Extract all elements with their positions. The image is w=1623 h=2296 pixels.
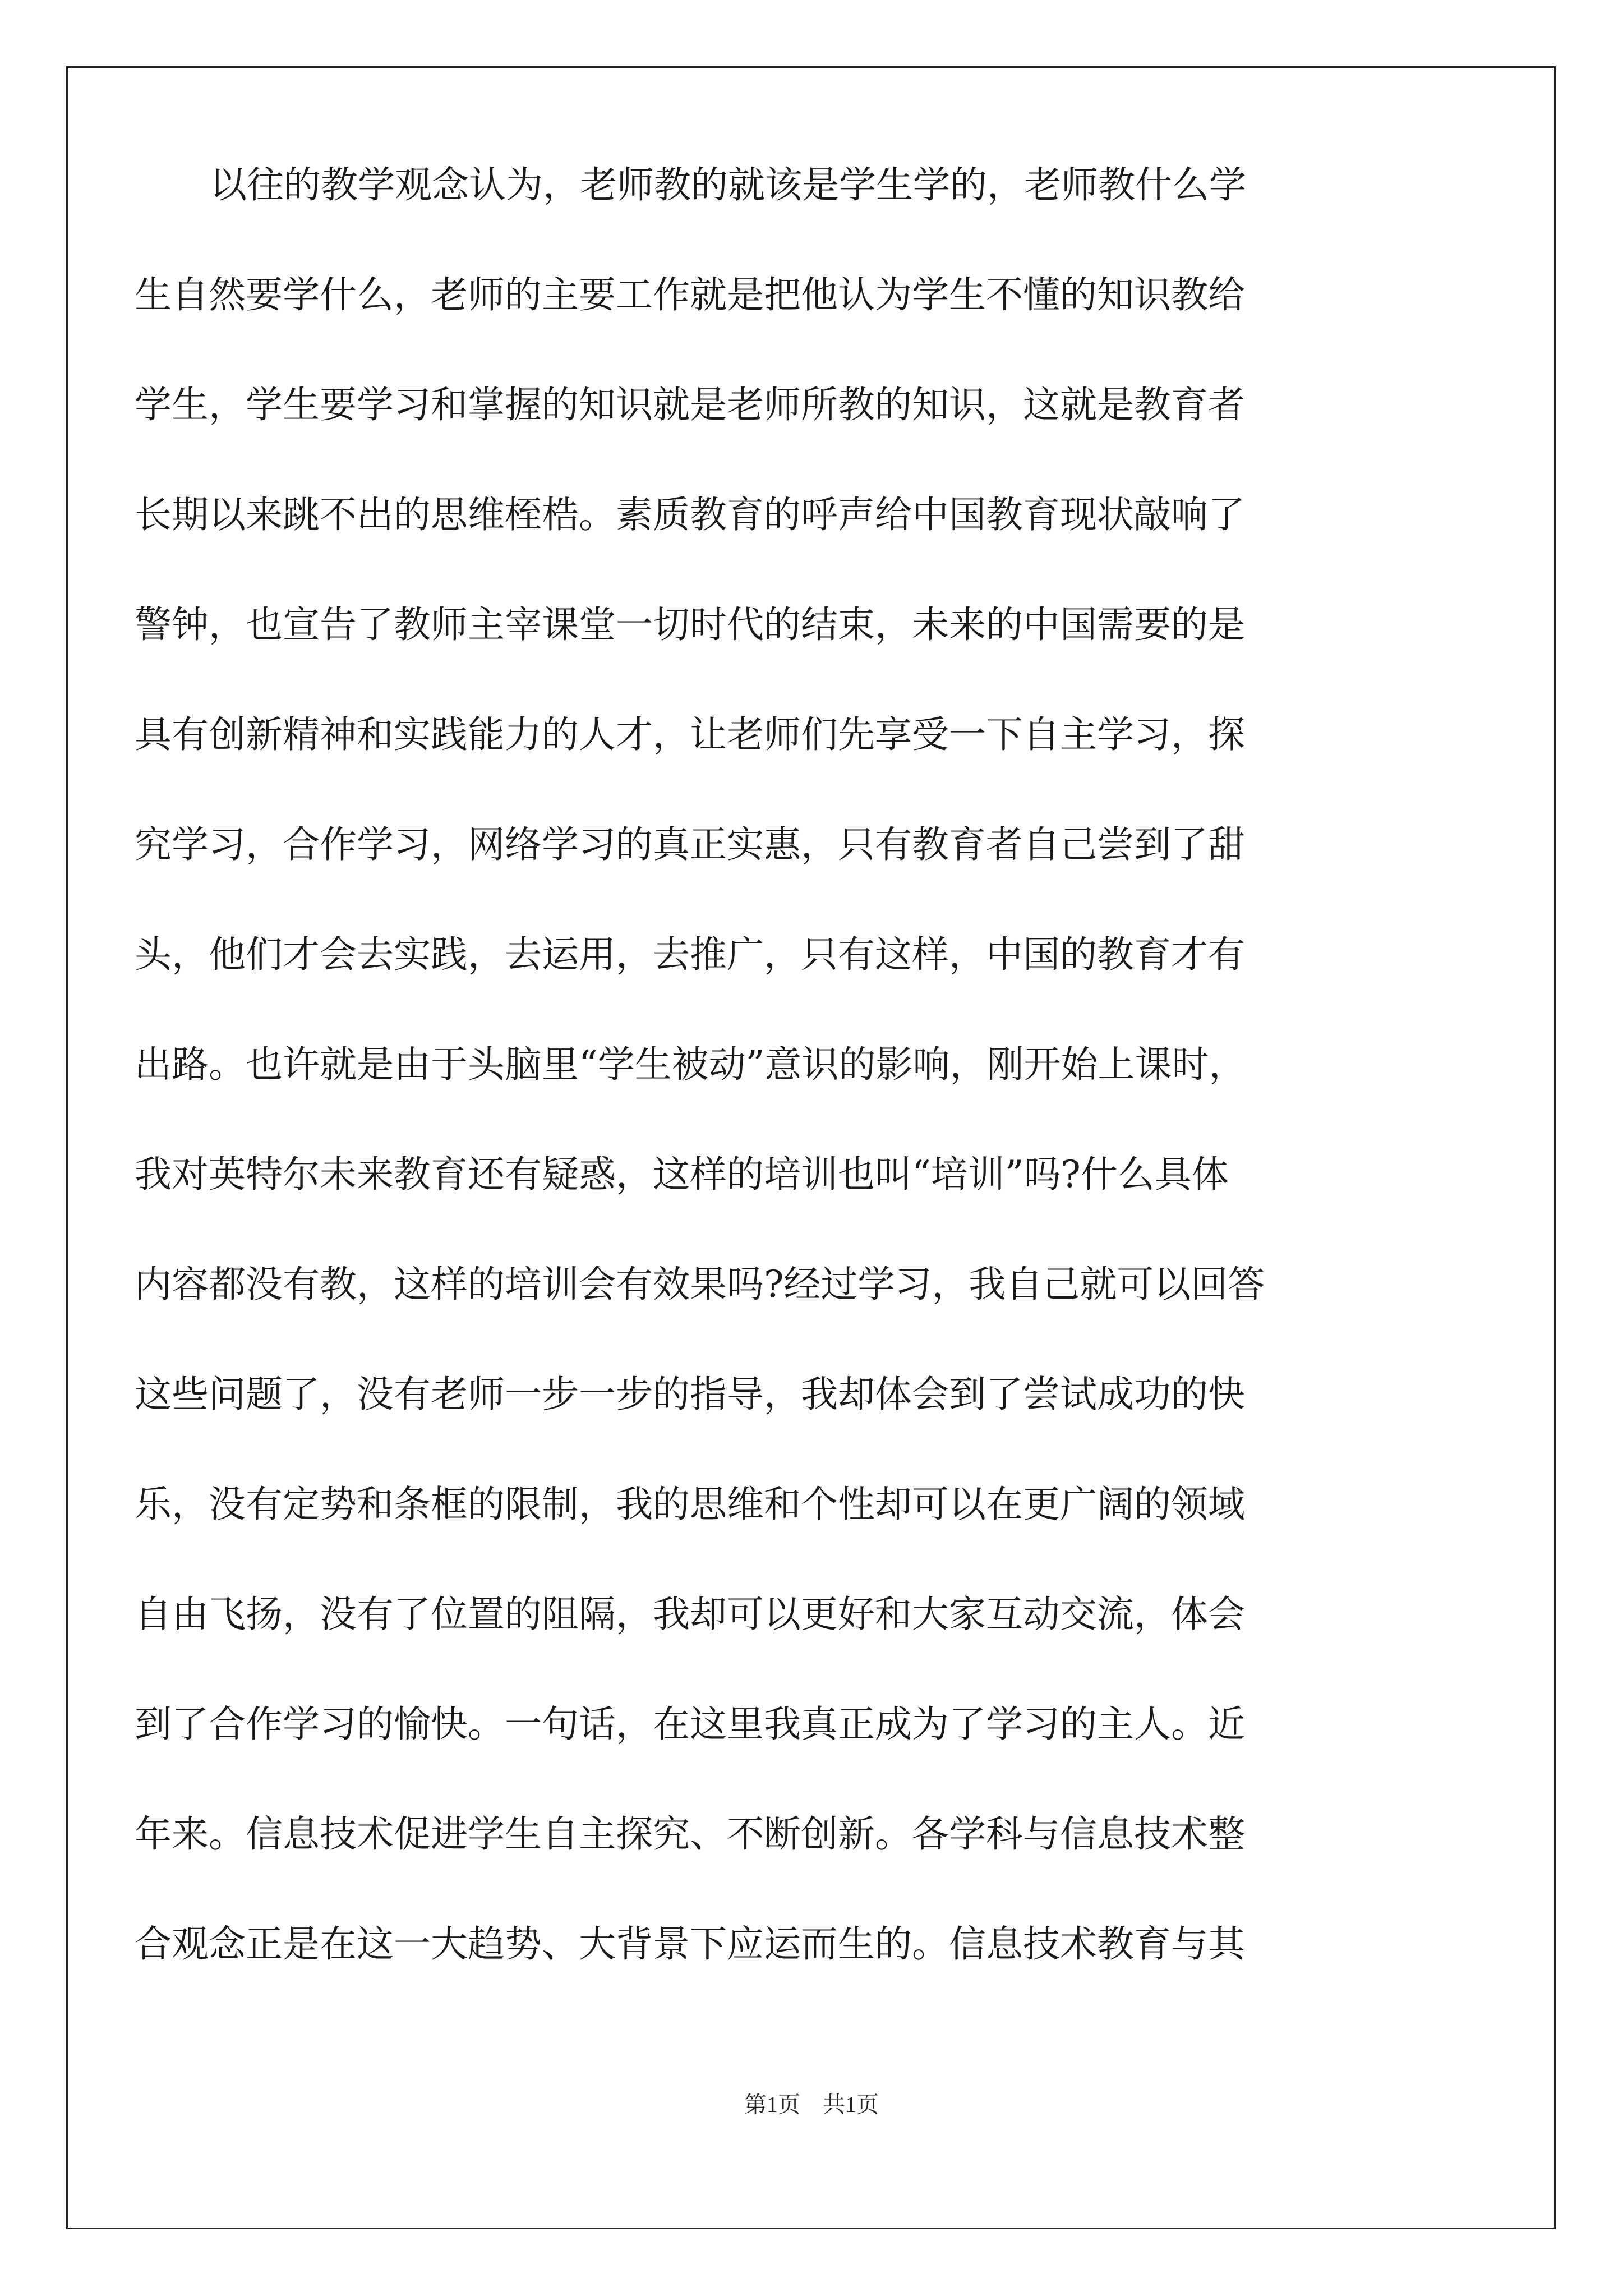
text-line: 这些问题了，没有老师一步一步的指导，我却体会到了尝试成功的快: [135, 1373, 1245, 1416]
text-line: 头，他们才会去实践，去运用，去推广，只有这样，中国的教育才有: [135, 933, 1245, 976]
text-line: 我对英特尔未来教育还有疑惑，这样的培训也叫“培训”吗?什么具体: [135, 1153, 1229, 1196]
text-line: 具有创新精神和实践能力的人才，让老师们先享受一下自主学习，探: [135, 713, 1245, 756]
text-line: 年来。信息技术促进学生自主探究、不断创新。各学科与信息技术整: [135, 1812, 1245, 1856]
text-line: 合观念正是在这一大趋势、大背景下应运而生的。信息技术教育与其: [135, 1922, 1245, 1966]
text-line: 究学习，合作学习，网络学习的真正实惠，只有教育者自己尝到了甜: [135, 823, 1245, 866]
document-body: [135, 130, 1424, 1999]
text-line: 自由飞扬，没有了位置的阻隔，我却可以更好和大家互动交流，体会: [135, 1593, 1245, 1636]
page-number-total: 共1页: [823, 2092, 879, 2117]
text-line: 长期以来跳不出的思维桎梏。素质教育的呼声给中国教育现状敲响了: [135, 493, 1245, 536]
page-number-current: 第1页: [744, 2092, 800, 2117]
page-footer: [0, 2087, 1623, 2119]
text-line: 出路。也许就是由于头脑里“学生被动”意识的影响，刚开始上课时，: [135, 1043, 1246, 1086]
text-line: 学生，学生要学习和掌握的知识就是老师所教的知识，这就是教育者: [135, 383, 1245, 426]
text-line: 乐，没有定势和条框的限制，我的思维和个性却可以在更广阔的领域: [135, 1483, 1245, 1526]
text-line: 生自然要学什么，老师的主要工作就是把他认为学生不懂的知识教给: [135, 273, 1245, 316]
text-line: 内容都没有教，这样的培训会有效果吗?经过学习，我自己就可以回答: [135, 1263, 1265, 1306]
text-line: 以往的教学观念认为，老师教的就该是学生学的，老师教什么学: [210, 163, 1246, 206]
text-line: 到了合作学习的愉快。一句话，在这里我真正成为了学习的主人。近: [135, 1703, 1245, 1746]
text-line: 警钟，也宣告了教师主宰课堂一切时代的结束，未来的中国需要的是: [135, 603, 1245, 646]
